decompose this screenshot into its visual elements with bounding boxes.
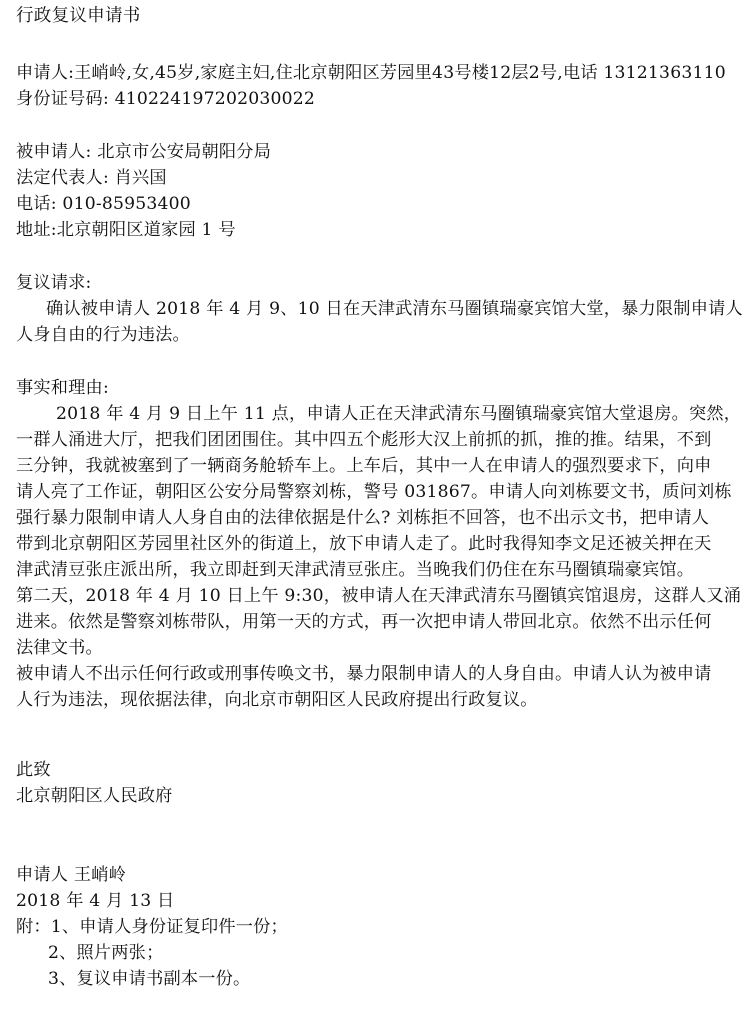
- facts-paragraph-line: 强行暴力限制申请人人身自由的法律依据是什么? 刘栋拒不回答，也不出示文书，把申请人: [16, 508, 710, 528]
- respondent-name: 被申请人: 北京市公安局朝阳分局: [16, 142, 272, 162]
- facts-heading: 事实和理由:: [16, 378, 109, 398]
- request-paragraph-line: 确认被申请人 2018 年 4 月 9、10 日在天津武清东马圈镇瑞豪宾馆大堂，暴力限制申请人: [46, 299, 743, 319]
- request-paragraph-line: 人身自由的行为违法。: [16, 325, 190, 345]
- closing-recipient: 北京朝阳区人民政府: [16, 786, 173, 806]
- facts-paragraph-line: 人行为违法，现依据法律，向北京市朝阳区人民政府提出行政复议。: [16, 690, 538, 710]
- respondent-legal-representative: 法定代表人: 肖兴国: [16, 168, 167, 188]
- closing-salutation: 此致: [16, 760, 51, 780]
- facts-paragraph-line: 第二天，2018 年 4 月 10 日上午 9:30，被申请人在天津武清东马圈镇宾馆退房，这群人又涌: [16, 586, 742, 606]
- facts-paragraph-line: 带到北京朝阳区芳园里社区外的街道上，放下申请人走了。此时我得知李文足还被关押在天: [16, 534, 712, 554]
- request-heading: 复议请求:: [16, 273, 92, 293]
- respondent-phone: 电话: 010-85953400: [16, 194, 191, 214]
- attachment-item: 3、复议申请书副本一份。: [48, 969, 251, 989]
- document-title: 行政复议申请书: [16, 6, 141, 26]
- facts-paragraph-line: 三分钟，我就被塞到了一辆商务舱轿车上。上车后，其中一人在申请人的强烈要求下，向申: [16, 456, 712, 476]
- attachment-item: 2、照片两张；: [48, 943, 164, 963]
- facts-paragraph-line: 一群人涌进大厅，把我们团团围住。其中四五个彪形大汉上前抓的抓，推的推。结果，不到: [16, 430, 712, 450]
- signature-date: 2018 年 4 月 13 日: [16, 891, 175, 911]
- facts-paragraph-line: 法律文书。: [16, 638, 103, 658]
- facts-paragraph-line: 请人亮了工作证，朝阳区公安分局警察刘栋，警号 031867。申请人向刘栋要文书，质问刘栋: [16, 482, 732, 502]
- attachment-item: 附：1、申请人身份证复印件一份；: [16, 917, 288, 937]
- respondent-address: 地址:北京朝阳区道家园 1 号: [16, 220, 236, 240]
- signature-applicant: 申请人 王峭岭: [16, 865, 126, 885]
- applicant-info: 申请人:王峭岭,女,45岁,家庭主妇,住北京朝阳区芳园里43号楼12层2号,电话 13121363110: [16, 63, 726, 83]
- applicant-id-number: 身份证号码: 410224197202030022: [16, 89, 316, 109]
- facts-paragraph-line: 进来。依然是警察刘栋带队，用第一天的方式，再一次把申请人带回北京。依然不出示任何: [16, 612, 712, 632]
- facts-paragraph-line: 被申请人不出示任何行政或刑事传唤文书，暴力限制申请人的人身自由。申请人认为被申请: [16, 664, 712, 684]
- facts-paragraph-line: 津武清豆张庄派出所，我立即赶到天津武清豆张庄。当晚我们仍住在东马圈镇瑞豪宾馆。: [16, 560, 695, 580]
- facts-paragraph-line: 2018 年 4 月 9 日上午 11 点，申请人正在天津武清东马圈镇瑞豪宾馆大堂退房。突然，: [56, 404, 742, 424]
